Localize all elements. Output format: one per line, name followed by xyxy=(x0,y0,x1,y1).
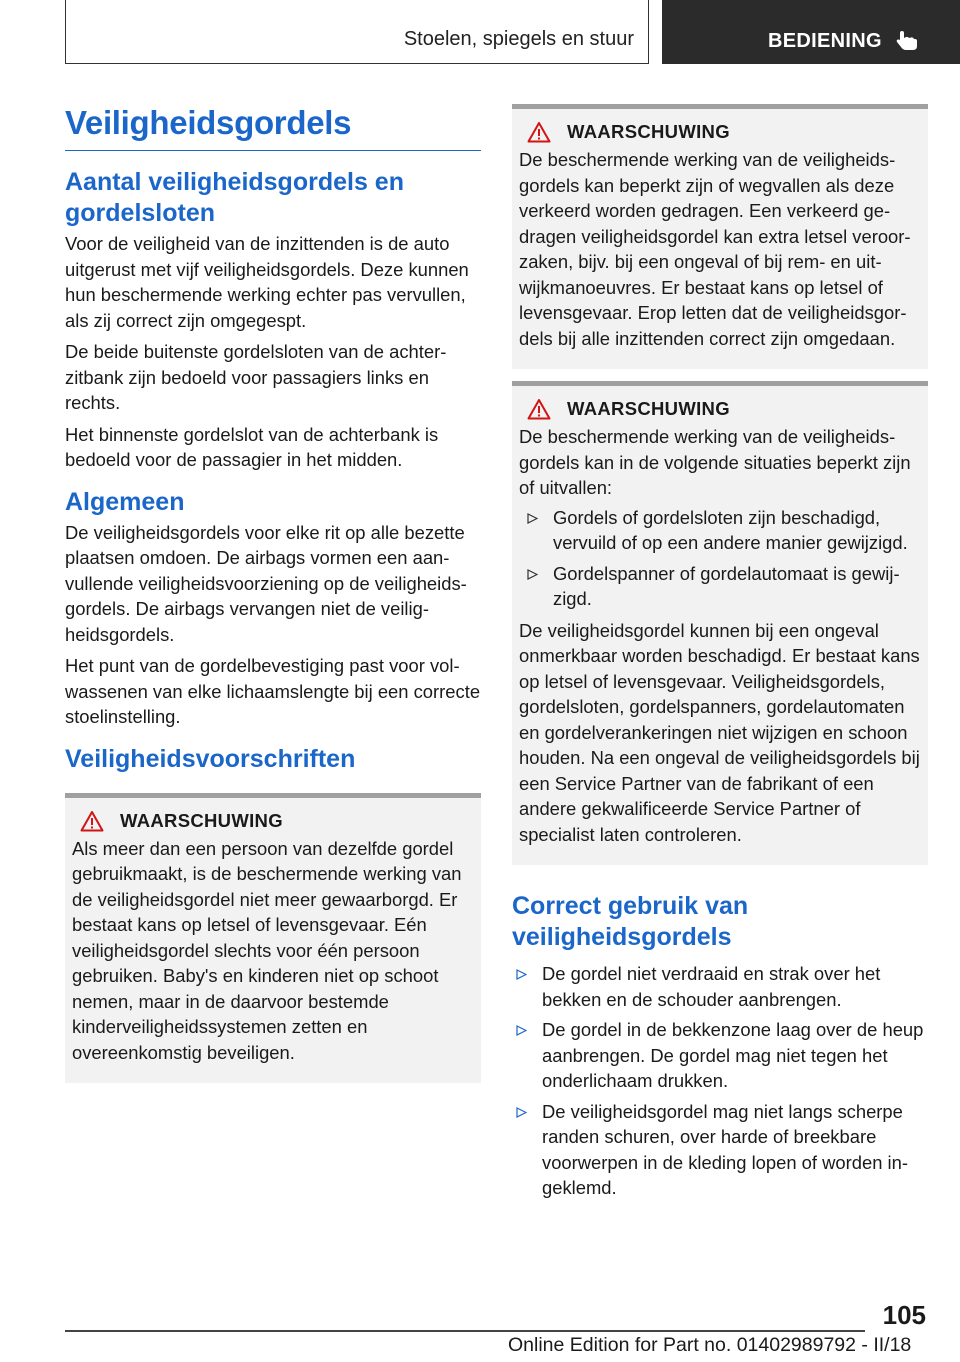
edition-text: Online Edition for Part no. 01402989792 - II/18 xyxy=(508,1334,912,1356)
warning-title: WAARSCHUWING xyxy=(567,121,730,142)
warning-text: De veiligheidsgordel kunnen bij een ongeval onmerkbaar worden beschadigd. Er bestaat kans op letsel of levensgevaar. Veiligheidsgordels, gordelsloten, gordelspanners, gordelautomaten en gordelverankeringen niet wijzigen en schoon houden. Na een ongeval de veiligheidsgordels bij een Service Partner van de fabrikant of een andere gekwalificeerde Service Partner of specialist laten controleren. xyxy=(519,619,920,845)
left-column xyxy=(65,104,481,1083)
triangle-bullet-icon xyxy=(516,1025,527,1036)
warning-box xyxy=(512,104,928,369)
chapter-title: Stoelen, spiegels en stuur xyxy=(403,28,634,50)
triangle-bullet-icon xyxy=(527,569,538,580)
warning-triangle-icon xyxy=(80,810,104,832)
paragraph: Het binnenste gordelslot van de achterbank is bedoeld voor de passagier in het midden. xyxy=(65,423,439,470)
list-item: Gordels of gordelsloten zijn beschadigd, vervuild of op een andere manier gewijzigd. xyxy=(519,505,920,556)
heading-aantal-gordels: Aantal veiligheidsgordels en gordelsloten xyxy=(65,168,404,227)
heading-algemeen: Algemeen xyxy=(65,487,185,516)
warning-box xyxy=(512,381,928,865)
heading-correct-gebruik: Correct gebruik van veiligheidsgordels xyxy=(512,892,749,951)
paragraph: De veiligheidsgordels voor elke rit op alle bezette plaatsen omdoen. De airbags vormen een aanvullende veiligheidsvoorziening op de veiligheidsgordels. De airbags vervangen niet de veiligheidsgordels. xyxy=(65,521,467,645)
warning-text: Als meer dan een persoon van dezelfde gordel gebruikmaakt, is de beschermende werking van de veiligheidsgordel niet meer gewaarborgd. Er bestaat kans op letsel of levensgevaar. Eén veiligheidsgordel slechts voor één persoon gebruiken. Baby's en kinderen niet op schoot nemen, maar in de daarvoor bestemde kinderveiligheidssystemen zetten en overeenkomstig beveiligen. xyxy=(72,837,462,1063)
hand-pointer-icon xyxy=(894,26,920,52)
list-item: De veiligheidsgordel mag niet langs scherpe randen schuren, over harde of breekbare voorwerpen in de kleding lopen of worden ingeklemd. xyxy=(512,1099,928,1201)
footer-divider xyxy=(65,1330,865,1332)
warning-title: WAARSCHUWING xyxy=(120,809,283,831)
page-title: Veiligheidsgordels xyxy=(65,104,481,151)
header-chapter-box xyxy=(65,0,649,64)
heading-veiligheidsvoorschriften: Veiligheidsvoorschriften xyxy=(65,744,356,773)
page-number: 105 xyxy=(882,1300,926,1330)
warning-triangle-icon xyxy=(527,121,551,143)
header-section-tab xyxy=(662,0,960,64)
list-item: Gordelspanner of gordelautomaat is gewijzigd. xyxy=(519,561,920,612)
paragraph: Voor de veiligheid van de inzittenden is de auto uitgerust met vijf veiligheidsgordels. Deze kunnen hun beschermende werking echter pas vervullen, als zij correct zijn omgegespt. xyxy=(65,233,469,331)
triangle-bullet-icon xyxy=(516,1107,527,1118)
list-item: De gordel niet verdraaid en strak over het bekken en de schouder aanbrengen. xyxy=(512,961,928,1012)
paragraph: Het punt van de gordelbevestiging past voor volwassenen van elke lichaamslengte bij een correcte stoelinstelling. xyxy=(65,655,481,727)
warning-title: WAARSCHUWING xyxy=(567,398,730,419)
list-item: De gordel in de bekkenzone laag over de heup aanbrengen. De gordel mag niet tegen het onderlichaam drukken. xyxy=(512,1017,928,1094)
warning-triangle-icon xyxy=(527,398,551,420)
triangle-bullet-icon xyxy=(527,513,538,524)
section-title: BEDIENING xyxy=(768,30,882,52)
warning-text: De beschermende werking van de veiligheidsgordels kan beperkt zijn of wegvallen als deze verkeerd worden gedragen. Een verkeerd gedragen veiligheidsgordel kan extra letsel veroorzaken, bijv. bij een ongeval of bij rem- en uitwijkmanoeuvres. Er bestaat kans op letsel of levensgevaar. Erop letten dat de veiligheidsgordels bij alle inzittenden correct zijn omgedaan. xyxy=(519,149,911,349)
right-column xyxy=(512,104,928,1207)
warning-list xyxy=(519,505,920,612)
paragraph: De beide buitenste gordelsloten van de achterzitbank zijn bedoeld voor passagiers links en rechts. xyxy=(65,341,447,413)
warning-box xyxy=(65,793,481,1084)
triangle-bullet-icon xyxy=(516,969,527,980)
usage-list xyxy=(512,961,928,1201)
warning-intro: De beschermende werking van de veiligheidsgordels kan in de volgende situaties beperkt zijn of uitvallen: xyxy=(519,426,911,498)
